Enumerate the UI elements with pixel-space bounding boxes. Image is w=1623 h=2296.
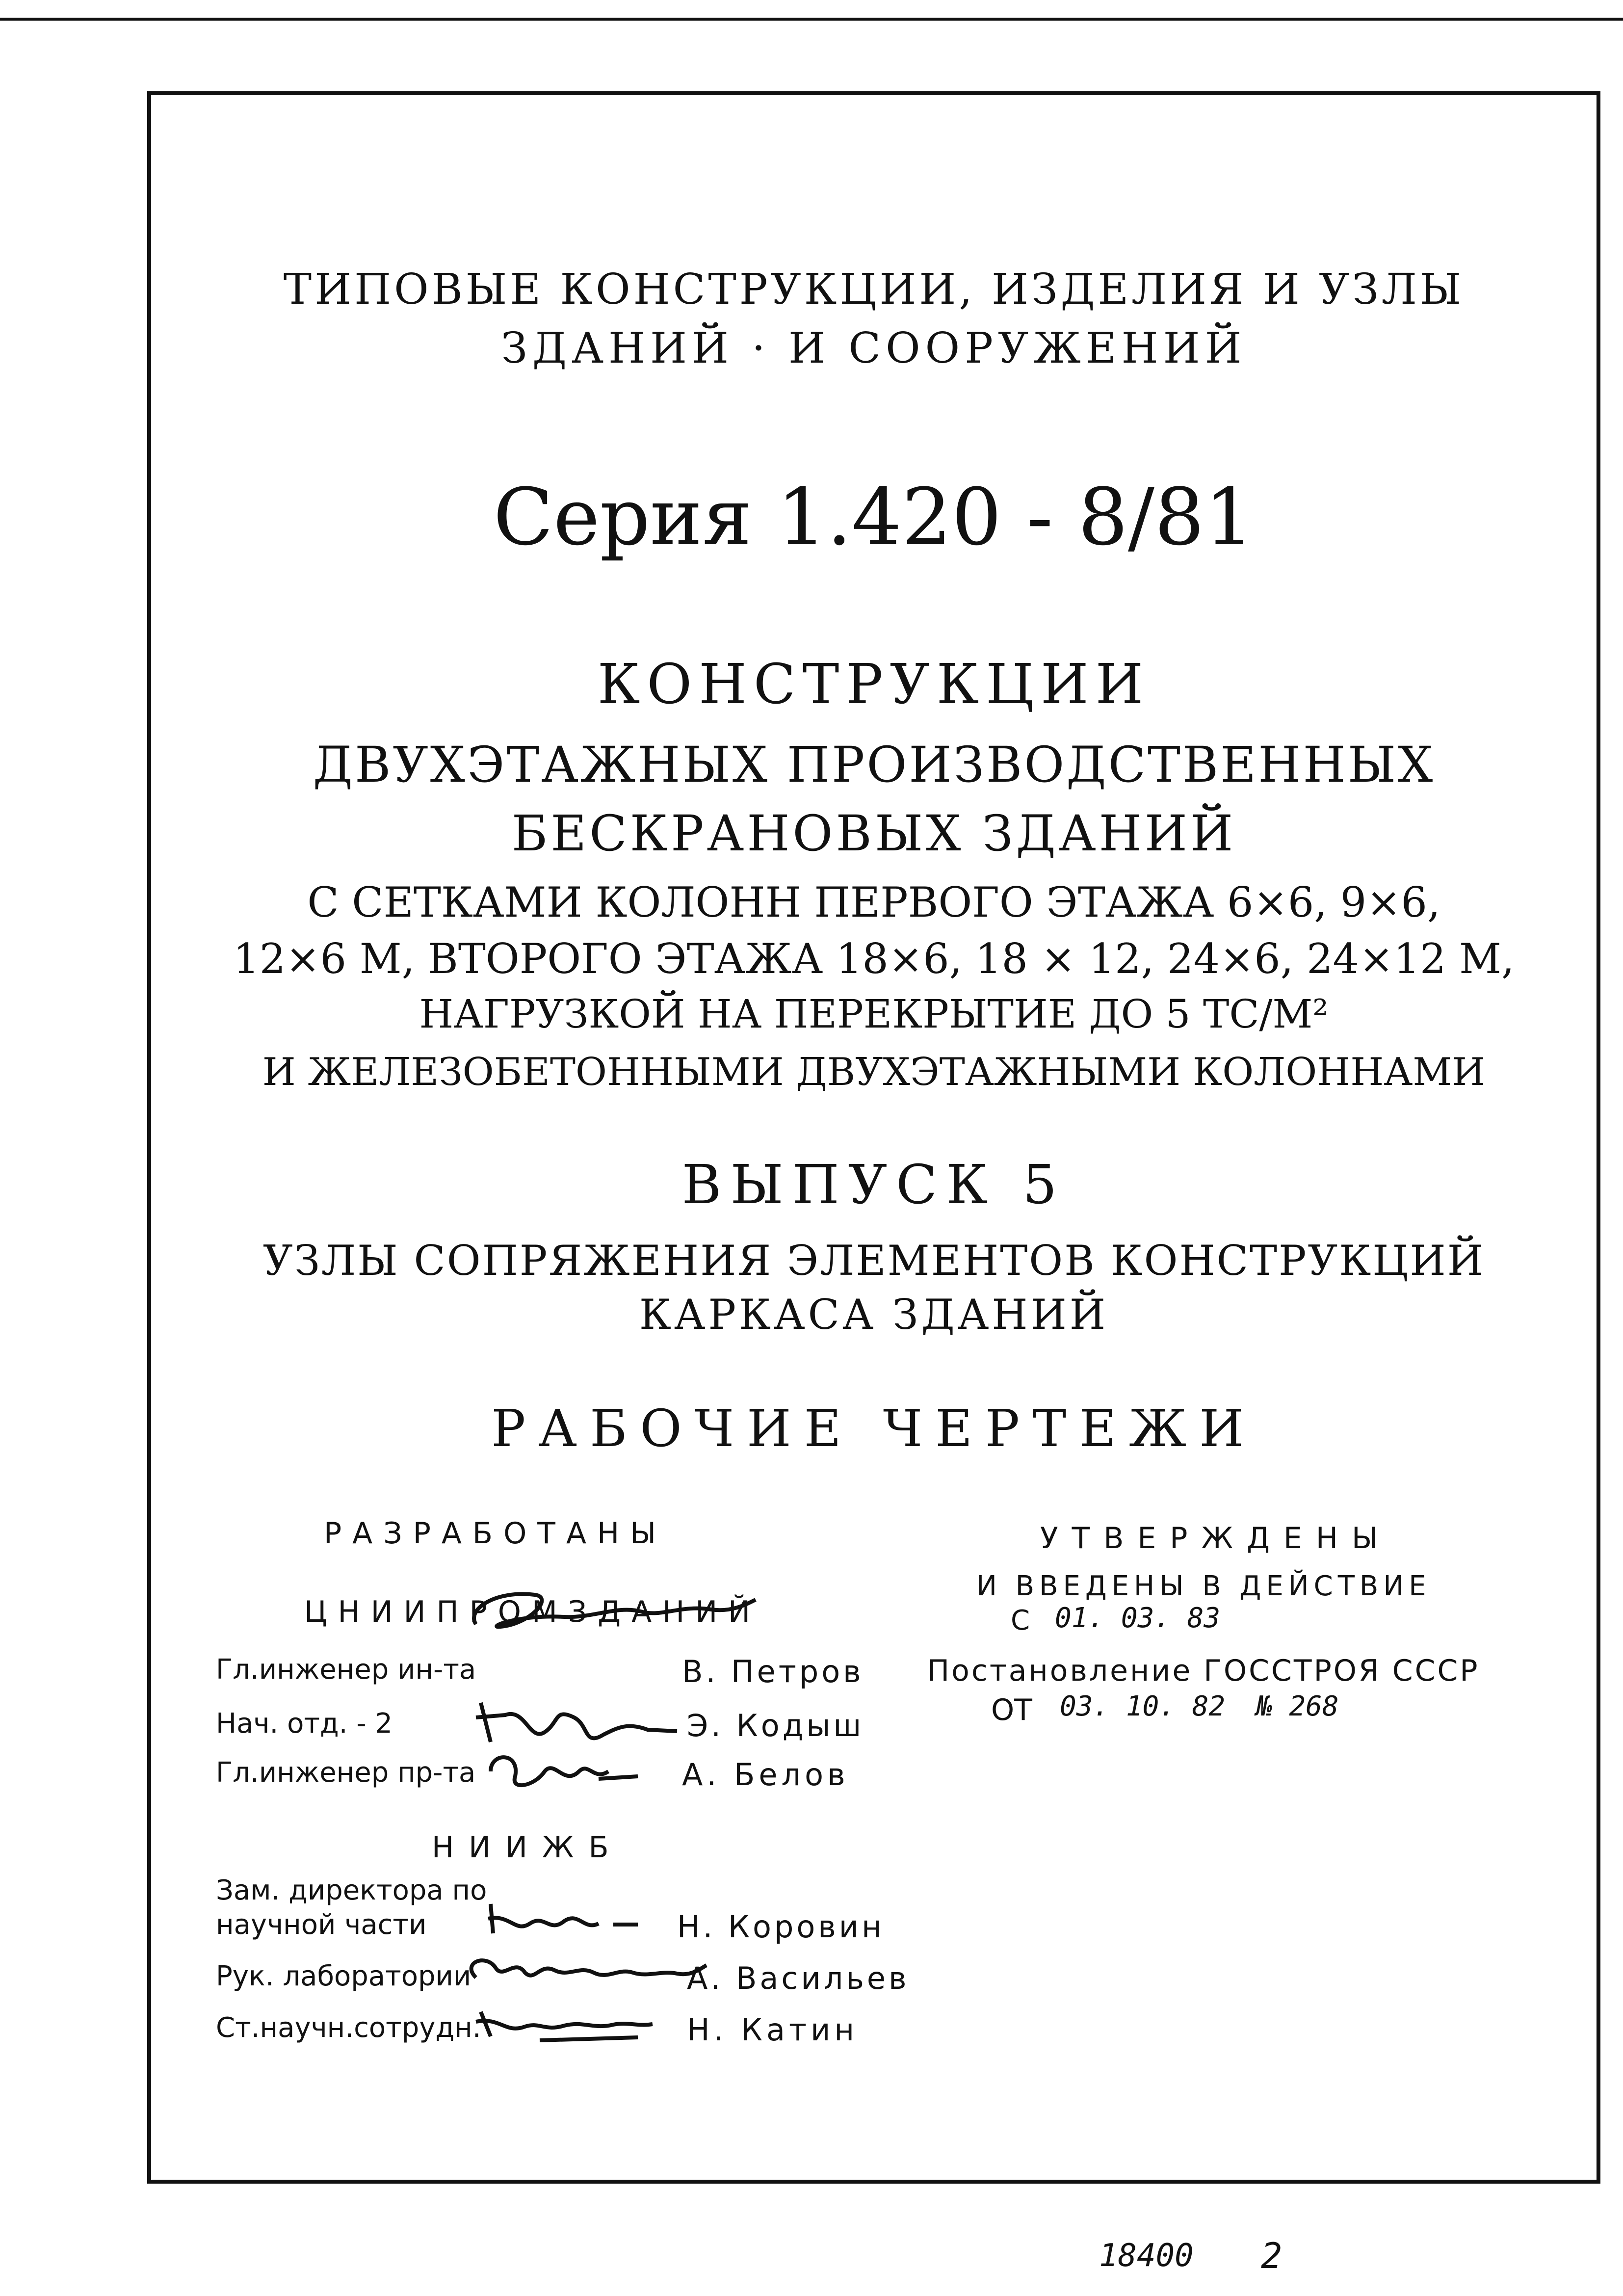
role-head-laboratory: Рук. лаборатории <box>216 1960 471 1992</box>
title-line-3: БЕСКРАНОВЫХ ЗДАНИЙ <box>511 805 1236 862</box>
name-vasiliev: А. Васильев <box>687 1960 910 1996</box>
title-line-6: НАГРУЗКОЙ НА ПЕРЕКРЫТИЕ ДО 5 ТС/М² <box>419 991 1329 1037</box>
issue-label: ВЫПУСК 5 <box>681 1153 1066 1216</box>
header-line-2: ЗДАНИЙ · И СООРУЖЕНИЙ <box>501 324 1247 373</box>
header-line-1: ТИПОВЫЕ КОНСТРУКЦИИ, ИЗДЕЛИЯ И УЗЛЫ <box>283 265 1465 314</box>
name-korovin: Н. Коровин <box>677 1909 885 1945</box>
approved-date: 01. 03. 83 <box>1055 1602 1221 1634</box>
title-line-1: КОНСТРУКЦИИ <box>597 653 1151 716</box>
decree-from: ОТ <box>991 1693 1032 1727</box>
title-line-2: ДВУХЭТАЖНЫХ ПРОИЗВОДСТВЕННЫХ <box>313 736 1435 793</box>
signature-belov <box>481 1742 648 1801</box>
signature-vasiliev <box>456 1943 711 1997</box>
decree-number: № 268 <box>1256 1690 1339 1722</box>
name-petrov: В. Петров <box>682 1654 864 1689</box>
approved-in-force: И ВВЕДЕНЫ В ДЕЙСТВИЕ <box>976 1570 1431 1602</box>
title-line-4: С СЕТКАМИ КОЛОНН ПЕРВОГО ЭТАЖА 6×6, 9×6, <box>307 878 1440 926</box>
title-line-7: И ЖЕЛЕЗОБЕТОННЫМИ ДВУХЭТАЖНЫМИ КОЛОННАМИ <box>262 1050 1486 1094</box>
role-head-dept-2: Нач. отд. - 2 <box>216 1708 393 1740</box>
issue-title-line-1: УЗЛЫ СОПРЯЖЕНИЯ ЭЛЕМЕНТОВ КОНСТРУКЦИЙ <box>263 1237 1485 1285</box>
org-niizhb: НИИЖБ <box>432 1830 624 1865</box>
signature-korovin <box>481 1894 648 1943</box>
approved-from-prefix: С <box>1011 1605 1030 1636</box>
series-number: Серия 1.420 - 8/81 <box>493 471 1255 563</box>
role-chief-engineer-project: Гл.инженер пр-та <box>216 1757 476 1789</box>
role-deputy-director-line-1: Зам. директора по <box>216 1874 487 1906</box>
decree-title: Постановление ГОССТРОЯ СССР <box>927 1654 1480 1688</box>
sheet-number: 18400 <box>1099 2238 1194 2274</box>
name-katin: Н. Катин <box>687 2012 858 2048</box>
org-tsniipromzdaniy: ЦНИИПРОМЗДАНИЙ <box>304 1595 761 1629</box>
name-belov: А. Белов <box>682 1757 849 1793</box>
drawing-frame <box>147 91 1600 2184</box>
decree-date: 03. 10. 82 <box>1060 1690 1226 1722</box>
role-chief-engineer-institute: Гл.инженер ин-та <box>216 1654 476 1686</box>
signature-petrov <box>456 1570 760 1644</box>
document-type: РАБОЧИЕ ЧЕРТЕЖИ <box>491 1399 1257 1458</box>
signature-katin <box>471 1997 657 2046</box>
name-kodysh: Э. Кодыш <box>687 1708 864 1743</box>
page-number: 2 <box>1261 2235 1283 2276</box>
top-rule <box>0 18 1623 21</box>
approved-heading: УТВЕРЖДЕНЫ <box>1040 1521 1391 1556</box>
developed-heading: РАЗРАБОТАНЫ <box>324 1516 667 1551</box>
title-line-5: 12×6 М, ВТОРОГО ЭТАЖА 18×6, 18 × 12, 24×6, 24×12 М, <box>233 935 1515 983</box>
issue-title-line-2: КАРКАСА ЗДАНИЙ <box>639 1291 1109 1339</box>
role-senior-researcher: Ст.научн.сотрудн. <box>216 2012 481 2044</box>
role-deputy-director-line-2: научной части <box>216 1909 427 1941</box>
